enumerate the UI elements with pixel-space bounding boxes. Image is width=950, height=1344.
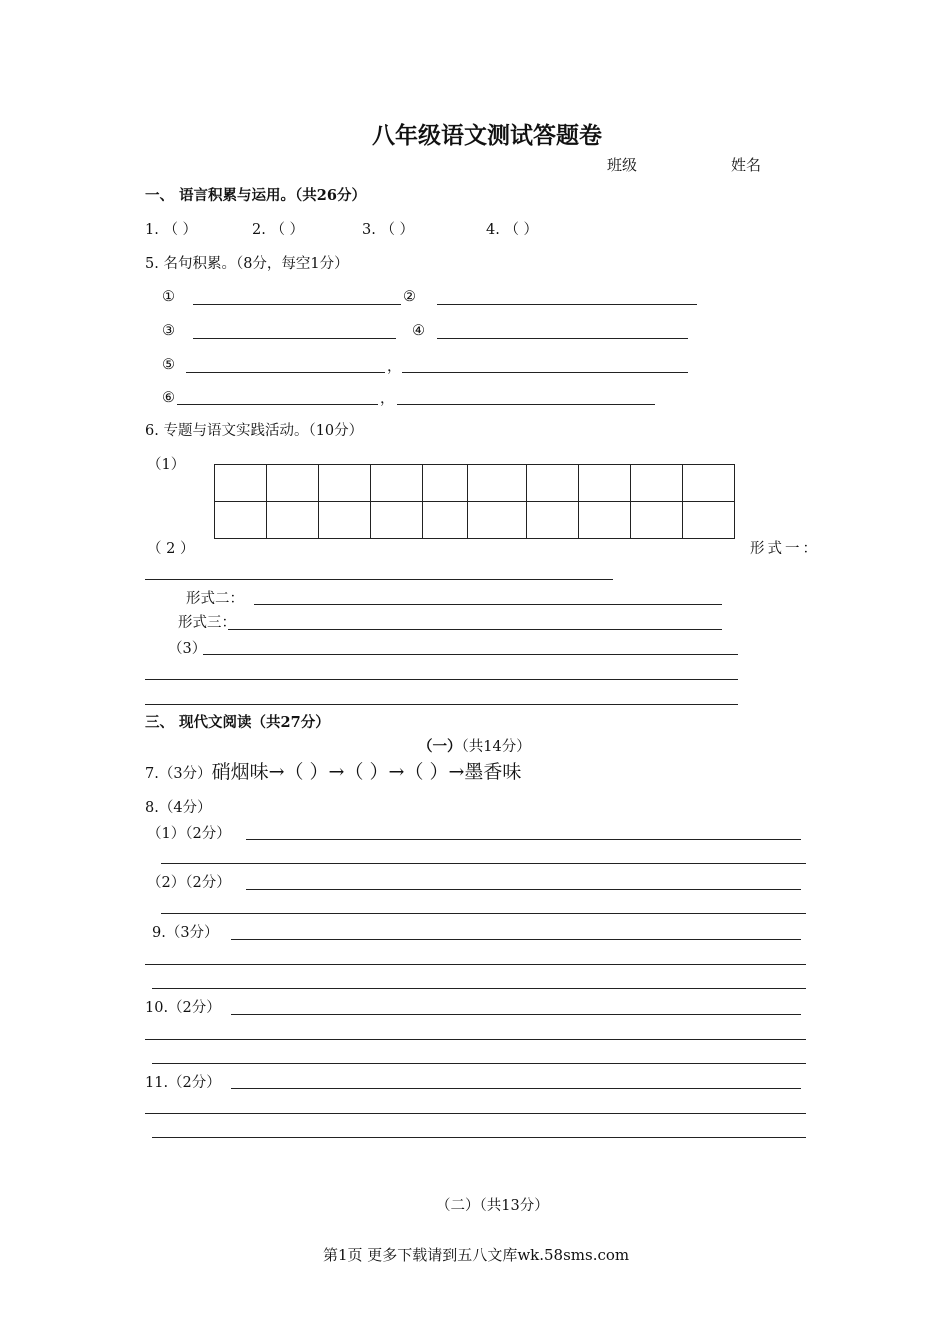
q6-form2-line[interactable] (254, 604, 722, 605)
grid-cell[interactable] (527, 502, 579, 539)
q6-form3-line[interactable] (228, 629, 722, 630)
q6-label: 6. 专题与语文实践活动。（10分） (145, 423, 364, 439)
grid-cell[interactable] (683, 465, 735, 502)
q11-line-3[interactable] (152, 1137, 806, 1138)
q11-line-2[interactable] (145, 1113, 806, 1114)
grid-cell[interactable] (631, 465, 683, 502)
grid-cell[interactable] (215, 465, 267, 502)
q5-marker-2: ② (403, 289, 416, 305)
q5-line-6b[interactable] (397, 404, 655, 405)
grid-cell[interactable] (267, 465, 319, 502)
q5-line-2[interactable] (437, 304, 697, 305)
q10-label: 10.（2分） (145, 1000, 221, 1016)
section1-heading: 一、 语言积累与运用。（共26分） (145, 187, 366, 204)
grid-cell[interactable] (371, 502, 423, 539)
q5-marker-1: ① (162, 289, 175, 305)
q2-answer[interactable]: 2. （ ） (252, 222, 305, 238)
q5-label: 5. 名句积累。（8分，每空1分） (145, 256, 349, 272)
q8-part1-line-2[interactable] (161, 863, 806, 864)
q6-form1-line[interactable] (145, 579, 613, 580)
q8-part1-line-1[interactable] (246, 839, 801, 840)
q5-line-5b[interactable] (402, 372, 688, 373)
q5-comma-6: ， (380, 391, 395, 407)
q10-line-3[interactable] (152, 1063, 806, 1064)
q5-line-3[interactable] (193, 338, 396, 339)
q8-label: 8.（4分） (145, 800, 212, 816)
name-label: 姓名 (731, 156, 762, 174)
arrow-icon: → (328, 761, 345, 783)
q7-label: 7.（3分） (145, 766, 212, 782)
q8-part2-line-2[interactable] (161, 913, 806, 914)
q7-blank-2[interactable]: （ ） (344, 761, 389, 783)
q6-form2-label: 形式二： (186, 591, 244, 607)
grid-cell[interactable] (527, 465, 579, 502)
q11-label: 11.（2分） (145, 1075, 221, 1091)
q11-line-1[interactable] (231, 1088, 801, 1089)
q5-line-6a[interactable] (177, 404, 378, 405)
q7-blank-3[interactable]: （ ） (404, 761, 449, 783)
q5-marker-3: ③ (162, 323, 175, 339)
page-title: 八年级语文测试答题卷 (372, 122, 602, 149)
grid-cell[interactable] (423, 465, 468, 502)
q10-line-1[interactable] (231, 1014, 801, 1015)
q5-comma-5: ， (387, 359, 402, 375)
grid-cell[interactable] (215, 502, 267, 539)
q6-form3-label: 形式三： (178, 615, 236, 631)
q6-part3-line-2[interactable] (145, 679, 738, 680)
q6-answer-grid (214, 464, 735, 539)
q5-marker-4: ④ (412, 323, 425, 339)
q6-form1-label: 形式一： (750, 541, 820, 557)
q5-marker-6: ⑥ (162, 390, 175, 406)
sub1-heading (418, 738, 531, 756)
q6-part3-line-3[interactable] (145, 704, 738, 705)
arrow-icon: → (388, 761, 405, 783)
grid-cell[interactable] (683, 502, 735, 539)
q10-line-2[interactable] (145, 1039, 806, 1040)
grid-cell[interactable] (371, 465, 423, 502)
q7-end: 墨香味 (464, 761, 522, 783)
q5-marker-5: ⑤ (162, 357, 175, 373)
class-label: 班级 (607, 156, 638, 174)
q9-label: 9.（3分） (152, 925, 219, 941)
grid-cell[interactable] (267, 502, 319, 539)
q5-line-4[interactable] (437, 338, 688, 339)
sub1-label: （一） (418, 738, 462, 755)
grid-cell[interactable] (319, 465, 371, 502)
grid-cell[interactable] (423, 502, 468, 539)
q8-part1-label: （1）（2分） (147, 826, 231, 842)
q6-part1-label: （1） (147, 457, 186, 473)
sub2-heading: （二）（共13分） (436, 1198, 549, 1214)
grid-cell[interactable] (319, 502, 371, 539)
q9-line-3[interactable] (152, 988, 806, 989)
q7-start: 硝烟味 (211, 761, 269, 783)
q1-answer[interactable]: 1. （ ） (145, 222, 198, 238)
section3-heading: 三、 现代文阅读（共27分） (145, 714, 330, 731)
q6-part3-line-1[interactable] (203, 654, 738, 655)
q7-blank-1[interactable]: （ ） (284, 761, 329, 783)
q3-answer[interactable]: 3. （ ） (362, 222, 415, 238)
arrow-icon: → (448, 761, 465, 783)
grid-cell[interactable] (631, 502, 683, 539)
page-footer: 第1页 更多下载请到五八文库wk.58sms.com (323, 1246, 630, 1264)
sub1-points: （共14分） (461, 739, 531, 755)
q8-part2-line-1[interactable] (246, 889, 801, 890)
q6-part2-label: （ 2 ） (147, 541, 195, 557)
arrow-icon: → (268, 761, 285, 783)
grid-cell[interactable] (579, 465, 631, 502)
q7-row (145, 761, 521, 783)
q9-line-1[interactable] (231, 939, 801, 940)
grid-cell[interactable] (579, 502, 631, 539)
q9-line-2[interactable] (145, 964, 806, 965)
q4-answer[interactable]: 4. （ ） (486, 222, 539, 238)
grid-cell[interactable] (468, 502, 527, 539)
q5-line-1[interactable] (193, 304, 401, 305)
q5-line-5a[interactable] (186, 372, 385, 373)
q6-part3-label: （3） (168, 641, 207, 657)
q8-part2-label: （2）（2分） (147, 875, 231, 891)
grid-cell[interactable] (468, 465, 527, 502)
